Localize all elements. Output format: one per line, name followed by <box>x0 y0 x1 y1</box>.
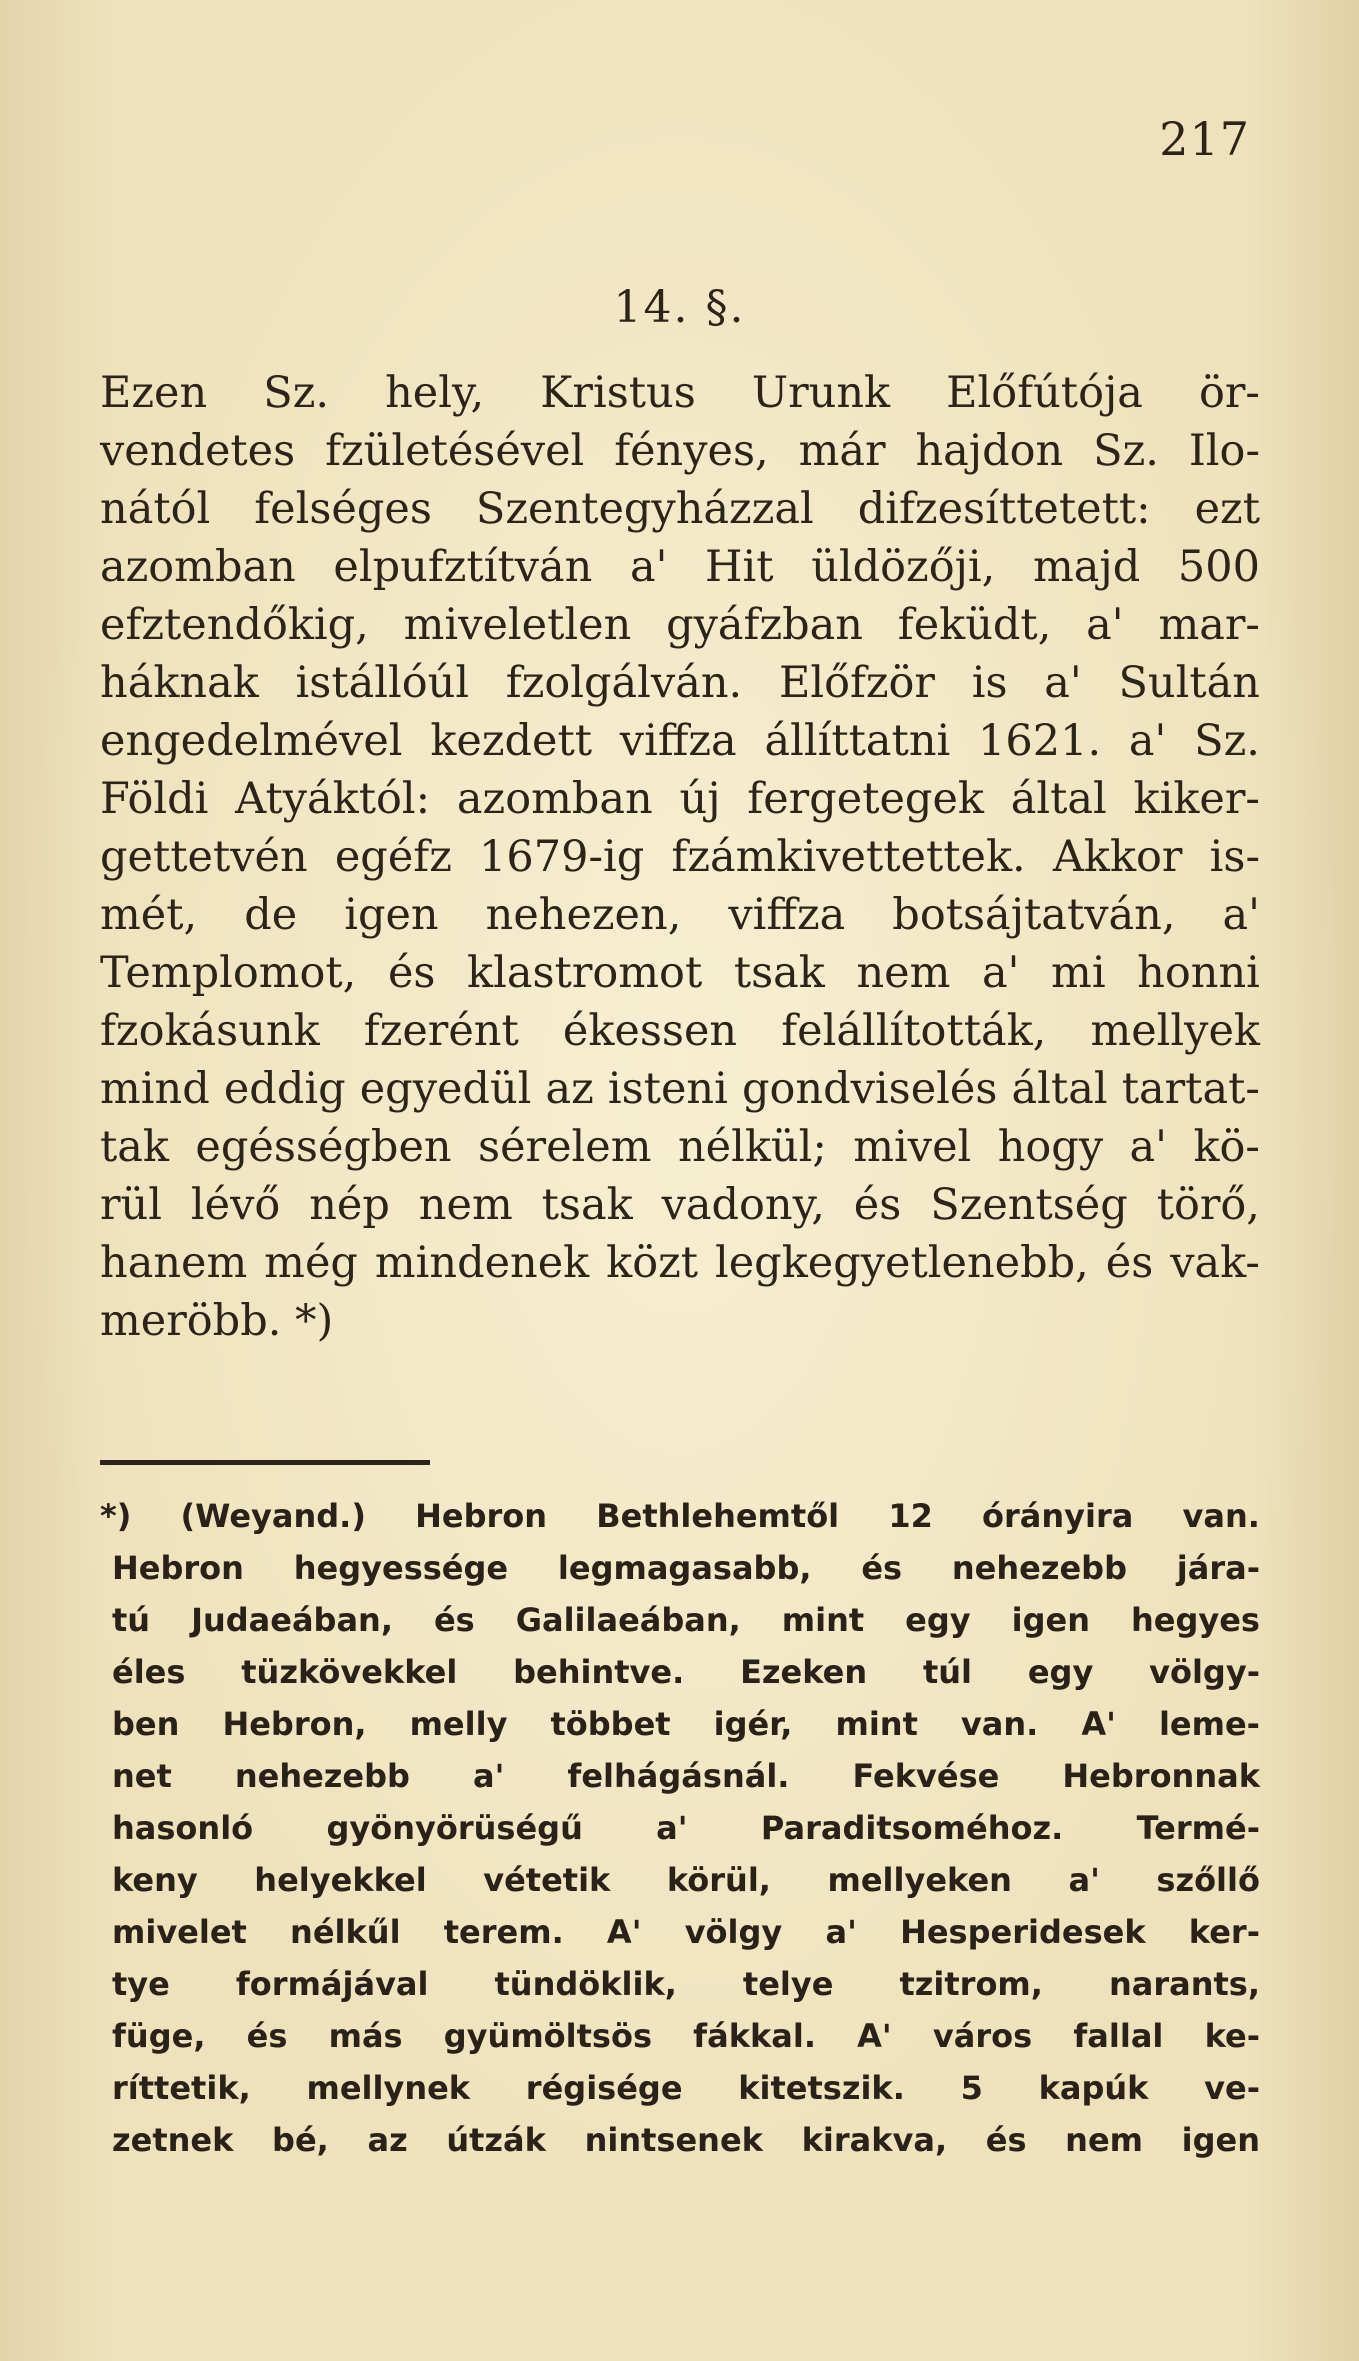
word: Hebronnak <box>1062 1757 1260 1795</box>
word: város <box>932 2017 1033 2055</box>
word: feküdt, <box>897 600 1052 650</box>
word: engedelmével <box>100 716 403 766</box>
word: Termé- <box>1136 1809 1260 1847</box>
footnote-line <box>112 1705 1260 1760</box>
word: ör- <box>1198 368 1260 418</box>
word: szőllő <box>1156 1861 1260 1899</box>
word: nép <box>309 1180 390 1230</box>
word: jára- <box>1176 1549 1260 1587</box>
word: mindenek <box>374 1238 590 1288</box>
word: gondviselés <box>741 1064 998 1114</box>
word: egésségben <box>195 1122 452 1172</box>
word: hanem <box>100 1238 248 1288</box>
word: van. <box>1182 1497 1260 1535</box>
word: Előfútója <box>946 368 1143 418</box>
word: igér, <box>713 1705 793 1743</box>
word: ben <box>112 1705 180 1743</box>
word: legkegyetlenebb, <box>714 1238 1089 1288</box>
word: egéfz <box>334 832 452 882</box>
word: tündöklik, <box>494 1965 677 2003</box>
word: vétetik <box>483 1861 611 1899</box>
word: igen <box>344 890 439 940</box>
word: tzitrom, <box>899 1965 1043 2003</box>
word: Szentség <box>930 1180 1128 1230</box>
text-line: meröbb. *) <box>100 1296 334 1346</box>
word: viffza <box>619 716 737 766</box>
text-line <box>100 832 1260 894</box>
footnote-separator-rule <box>100 1460 430 1465</box>
word: új <box>679 774 721 824</box>
word: a' <box>1086 600 1124 650</box>
word: tsak <box>541 1180 633 1230</box>
word: nától <box>100 484 211 534</box>
main-text <box>100 368 1260 1358</box>
word: által <box>1011 1064 1108 1114</box>
word: hasonló <box>112 1809 254 1847</box>
text-line <box>100 890 1260 952</box>
word: túl <box>922 1653 973 1691</box>
word: éles <box>112 1653 186 1691</box>
word: igen <box>1181 2121 1260 2159</box>
word: nintsenek <box>584 2121 763 2159</box>
word: ker- <box>1188 1913 1260 1951</box>
word: nehezebb <box>234 1757 410 1795</box>
text-line <box>100 368 1260 430</box>
word: A' <box>1081 1705 1116 1743</box>
word: fzerént <box>363 1006 519 1056</box>
word: melly <box>409 1705 508 1743</box>
word: Ezen <box>100 368 208 418</box>
footnote-line <box>112 1809 1260 1864</box>
word: és <box>853 1180 902 1230</box>
word: Hit <box>705 542 774 592</box>
word: nehezebb <box>951 1549 1127 1587</box>
word: fzámkivettettek. <box>671 832 1026 882</box>
word: legmagasabb, <box>557 1549 812 1587</box>
word: a' <box>1128 716 1167 766</box>
word: felállították, <box>781 1006 1047 1056</box>
text-line <box>100 600 1260 662</box>
word: sérelem <box>478 1122 652 1172</box>
text-line <box>100 774 1260 836</box>
word: háknak <box>100 658 259 708</box>
word: Bethlehemtől <box>596 1497 840 1535</box>
word: a' <box>1044 658 1082 708</box>
word: nehezen, <box>485 890 682 940</box>
word: fzületésével <box>325 426 585 476</box>
word: útzák <box>446 2121 546 2159</box>
word: leme- <box>1158 1705 1260 1743</box>
word: A' <box>857 2017 892 2055</box>
text-line <box>100 1122 1260 1184</box>
word: viffza <box>728 890 846 940</box>
word: terem. <box>443 1913 564 1951</box>
footnote <box>100 1497 1260 2176</box>
word: kiker- <box>1133 774 1260 824</box>
word: (Weyand.) <box>180 1497 366 1535</box>
word: egy <box>1027 1653 1094 1691</box>
word: a' <box>1222 890 1260 940</box>
word: klastromot <box>467 948 703 998</box>
word: eddig <box>223 1064 346 1114</box>
word: 500 <box>1177 542 1260 592</box>
word: többet <box>550 1705 671 1743</box>
footnote-line <box>112 1965 1260 2020</box>
word: más <box>328 2017 403 2055</box>
word: gettetvén <box>100 832 308 882</box>
text-line <box>100 1238 1260 1300</box>
word: kapúk <box>1038 2069 1149 2107</box>
word: Fekvése <box>852 1757 1000 1795</box>
word: törő, <box>1156 1180 1260 1230</box>
word: igen <box>1011 1601 1090 1639</box>
word: tye <box>112 1965 170 2003</box>
word: és <box>985 2121 1027 2159</box>
word: mint <box>781 1601 865 1639</box>
word: völgy- <box>1149 1653 1260 1691</box>
word: állíttatni <box>764 716 951 766</box>
word: difzesíttetett: <box>857 484 1151 534</box>
word: tüzkövekkel <box>241 1653 458 1691</box>
word: Ilo- <box>1188 426 1260 476</box>
word: ékessen <box>562 1006 738 1056</box>
word: a' <box>825 1913 857 1951</box>
word: Hebron <box>415 1497 548 1535</box>
word: vadony, <box>661 1180 825 1230</box>
word: fergetegek <box>747 774 984 824</box>
word: kitetszik. <box>738 2069 905 2107</box>
text-line <box>100 948 1260 1010</box>
word: már <box>798 426 886 476</box>
word: tartat- <box>1121 1064 1260 1114</box>
word: közt <box>606 1238 699 1288</box>
word: mar- <box>1158 600 1260 650</box>
word: és <box>246 2017 288 2055</box>
word: zetnek <box>112 2121 234 2159</box>
word: fzolgálván. <box>505 658 743 708</box>
word: és <box>861 1549 903 1587</box>
word: fákkal. <box>693 2017 816 2055</box>
word: Előfzör <box>778 658 935 708</box>
word: bé, <box>272 2121 329 2159</box>
word: 12 <box>888 1497 933 1535</box>
word: a' <box>629 542 668 592</box>
word: 1621. <box>978 716 1102 766</box>
footnote-line <box>112 1653 1260 1708</box>
footnote-line <box>112 1913 1260 1968</box>
text-line <box>100 1006 1260 1068</box>
footnote-line <box>112 2069 1260 2124</box>
word: Ezeken <box>740 1653 868 1691</box>
word: mivel <box>853 1122 972 1172</box>
word: hely, <box>385 368 485 418</box>
word: *) <box>100 1497 132 1535</box>
word: 1679-ig <box>479 832 645 882</box>
word: Sz. <box>1194 716 1260 766</box>
word: mint <box>835 1705 918 1743</box>
word: az <box>545 1064 594 1114</box>
word: Sz. <box>263 368 330 418</box>
word: miveletlen <box>403 600 632 650</box>
word: vak- <box>1170 1238 1260 1288</box>
word: hegyes <box>1130 1601 1260 1639</box>
word: istállóúl <box>295 658 470 708</box>
page-number: 217 <box>1159 112 1250 166</box>
word: Judaeában, <box>191 1601 393 1639</box>
word: Templomot, <box>100 948 357 998</box>
text-line <box>100 426 1260 488</box>
word: narants, <box>1108 1965 1260 2003</box>
word: ke- <box>1204 2017 1260 2055</box>
word: fallal <box>1073 2017 1164 2055</box>
word: egyedül <box>359 1064 532 1114</box>
word: Sz. <box>1093 426 1159 476</box>
word: mivelet <box>112 1913 247 1951</box>
word: Akkor <box>1052 832 1183 882</box>
word: völgy <box>684 1913 783 1951</box>
word: efztendőkig, <box>100 600 369 650</box>
word: formájával <box>235 1965 429 2003</box>
word: mind <box>100 1064 210 1114</box>
text-line <box>100 658 1260 720</box>
word: órányira <box>982 1497 1134 1535</box>
word: Hesperidesek <box>900 1913 1146 1951</box>
word: Hebron <box>112 1549 244 1587</box>
text-line <box>100 542 1260 604</box>
word: azomban <box>100 542 296 592</box>
word: keny <box>112 1861 198 1899</box>
word: mét, <box>100 890 198 940</box>
word: kirakva, <box>801 2121 948 2159</box>
word: ve- <box>1204 2069 1260 2107</box>
word: is <box>971 658 1008 708</box>
word: mellyek <box>1090 1006 1260 1056</box>
word: ríttetik, <box>112 2069 251 2107</box>
word: mellynek <box>306 2069 471 2107</box>
word: nem <box>856 948 951 998</box>
word: üldözőji, <box>811 542 996 592</box>
word: elpufztítván <box>333 542 593 592</box>
text-line <box>100 1064 1260 1126</box>
word: gyáfzban <box>666 600 863 650</box>
word: nem <box>418 1180 513 1230</box>
word: a' <box>981 948 1020 998</box>
word: ezt <box>1194 484 1260 534</box>
footnote-line <box>112 2121 1260 2176</box>
word: a' <box>656 1809 688 1847</box>
word: nélkűl <box>290 1913 401 1951</box>
word: Kristus <box>540 368 696 418</box>
word: hogy <box>997 1122 1104 1172</box>
footnote-line <box>100 1497 1260 1552</box>
word: Szentegyházzal <box>475 484 814 534</box>
footnote-line <box>112 2017 1260 2072</box>
footnote-line <box>112 1861 1260 1916</box>
word: füge, <box>112 2017 206 2055</box>
word: fzokásunk <box>100 1006 320 1056</box>
word: tak <box>100 1122 169 1172</box>
word: nélkül; <box>677 1122 827 1172</box>
word: által <box>1010 774 1107 824</box>
word: fényes, <box>614 426 769 476</box>
text-line <box>100 1180 1260 1242</box>
word: gyönyörüségű <box>326 1809 583 1847</box>
word: honni <box>1137 948 1260 998</box>
word: felséges <box>254 484 432 534</box>
word: mellyeken <box>827 1861 1012 1899</box>
word: és <box>1105 1238 1154 1288</box>
word: Hebron, <box>222 1705 367 1743</box>
word: hegyessége <box>293 1549 509 1587</box>
word: majd <box>1032 542 1141 592</box>
word: telye <box>742 1965 834 2003</box>
word: nem <box>1065 2121 1143 2159</box>
word: mi <box>1051 948 1106 998</box>
word: 5 <box>960 2069 983 2107</box>
word: Paraditsoméhoz. <box>760 1809 1064 1847</box>
word: még <box>264 1238 358 1288</box>
word: és <box>387 948 436 998</box>
text-line <box>100 716 1260 778</box>
footnote-line <box>112 1549 1260 1604</box>
word: de <box>244 890 298 940</box>
section-heading: 14. §. <box>613 282 746 333</box>
word: Atyáktól: <box>235 774 431 824</box>
word: rül <box>100 1180 163 1230</box>
word: is- <box>1209 832 1260 882</box>
word: net <box>112 1757 172 1795</box>
word: gyümöltsös <box>443 2017 652 2055</box>
word: a' <box>472 1757 505 1795</box>
word: lévő <box>190 1180 281 1230</box>
word: felhágásnál. <box>567 1757 790 1795</box>
word: botsájtatván, <box>892 890 1176 940</box>
word: tsak <box>733 948 825 998</box>
word: Sultán <box>1118 658 1260 708</box>
word: helyekkel <box>254 1861 427 1899</box>
word: régisége <box>525 2069 683 2107</box>
word: egy <box>905 1601 971 1639</box>
word: Galilaeában, <box>515 1601 741 1639</box>
word: és <box>433 1601 475 1639</box>
word: vendetes <box>100 426 296 476</box>
word: behintve. <box>513 1653 685 1691</box>
word: van. <box>960 1705 1039 1743</box>
word: a' <box>1068 1861 1100 1899</box>
word: kezdett <box>430 716 593 766</box>
word: Urunk <box>751 368 891 418</box>
word: az <box>367 2121 408 2159</box>
word: azomban <box>456 774 653 824</box>
footnote-line <box>112 1757 1260 1812</box>
text-line <box>100 484 1260 546</box>
word: körül, <box>666 1861 771 1899</box>
word: hajdon <box>915 426 1064 476</box>
word: Földi <box>100 774 209 824</box>
word: A' <box>606 1913 642 1951</box>
word: isteni <box>607 1064 728 1114</box>
word: a' <box>1129 1122 1168 1172</box>
footnote-line <box>112 1601 1260 1656</box>
word: kö- <box>1193 1122 1260 1172</box>
word: tú <box>112 1601 151 1639</box>
